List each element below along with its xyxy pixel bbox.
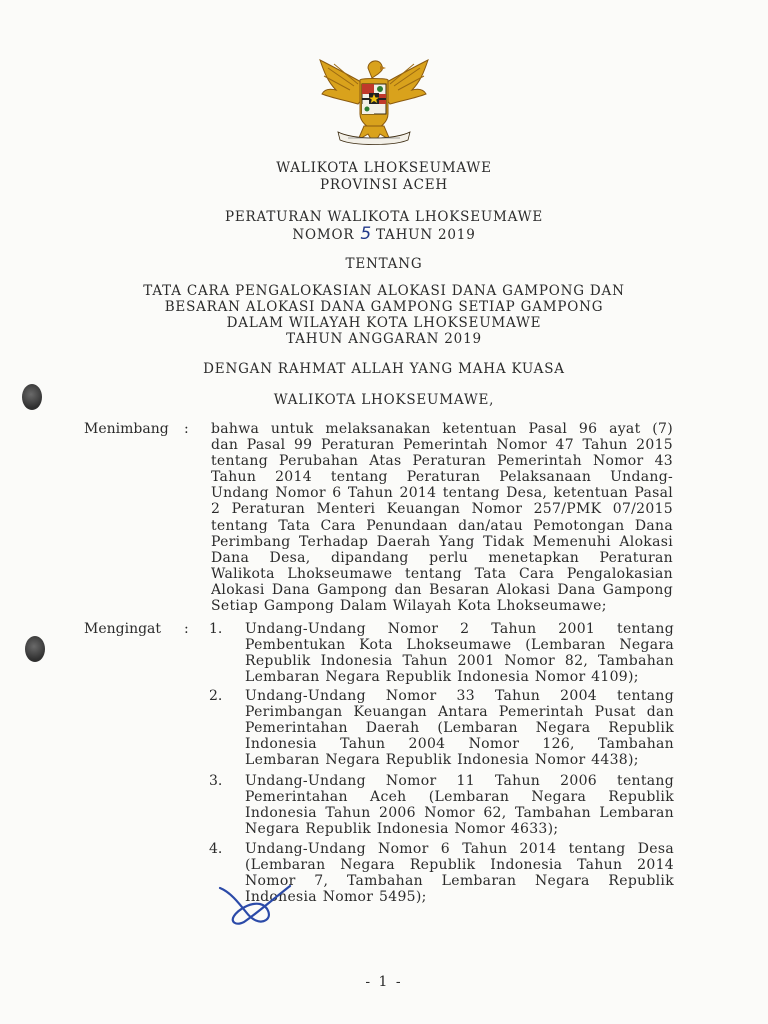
- paragraph-line: Setiap Gampong Dalam Wilayah Kota Lhokseumawe;: [211, 598, 607, 615]
- item-line: Indonesia Nomor 5495);: [245, 889, 427, 906]
- list-item: [245, 773, 674, 837]
- item-number: 3.: [209, 773, 223, 789]
- paragraph-line: tentang Perubahan Atas Peraturan Pemerintah Nomor 43: [211, 453, 673, 470]
- item-line: (Lembaran Negara Republik Indonesia Tahun 2014: [245, 857, 674, 874]
- list-item: [245, 621, 674, 685]
- item-line: Negara Republik Indonesia Nomor 4633);: [245, 821, 559, 838]
- item-line: Undang-Undang Nomor 6 Tahun 2014 tentang Desa: [245, 841, 674, 857]
- paragraph-line: Tahun 2014 tentang Peraturan Pelaksanaan Undang-: [211, 469, 673, 486]
- list-item: [245, 688, 674, 768]
- paragraph-line: bahwa untuk melaksanakan ketentuan Pasal 96 ayat (7): [211, 421, 673, 437]
- paragraph-line: Perimbang Terhadap Daerah Yang Tidak Memenuhi Alokasi: [211, 533, 673, 550]
- paragraph-line: tentang Tata Cara Penundaan dan/atau Pemotongan Dana: [211, 517, 673, 534]
- punch-hole: [25, 636, 45, 662]
- item-line: Pembentukan Kota Lhokseumawe (Lembaran Negara: [245, 637, 674, 654]
- paragraph-line: dan Pasal 99 Peraturan Pemerintah Nomor 47 Tahun 2015: [211, 437, 673, 454]
- item-line: Nomor 7, Tambahan Lembaran Negara Republik: [245, 873, 674, 890]
- regulation-title: PERATURAN WALIKOTA LHOKSEUMAWE: [225, 209, 543, 225]
- paragraph-line: Walikota Lhokseumawe tentang Tata Cara Pengalokasian: [211, 565, 673, 582]
- paragraph-line: Dana Desa, dipandang perlu menetapkan Peraturan: [211, 549, 673, 566]
- item-line: Lembaran Negara Republik Indonesia Nomor 4109);: [245, 669, 639, 686]
- subject-line: TAHUN ANGGARAN 2019: [286, 331, 482, 347]
- paragraph-line: Undang Nomor 6 Tahun 2014 tentang Desa, ketentuan Pasal: [211, 485, 673, 502]
- item-line: Pemerintahan Daerah (Lembaran Negara Republik: [245, 720, 674, 737]
- page-number: - 1 -: [365, 974, 403, 990]
- item-line: Perimbangan Keuangan Antara Pemerintah Pusat dan: [245, 704, 674, 721]
- blessing-line: DENGAN RAHMAT ALLAH YANG MAHA KUASA: [203, 361, 565, 377]
- nomor-prefix: NOMOR: [292, 227, 355, 243]
- tentang-heading: TENTANG: [345, 256, 423, 272]
- item-line: Pemerintahan Aceh (Lembaran Negara Republik: [245, 789, 674, 806]
- punch-hole: [22, 384, 42, 410]
- item-line: Republik Indonesia Tahun 2001 Nomor 82, Tambahan: [245, 653, 674, 670]
- nomor-suffix: TAHUN 2019: [375, 227, 476, 243]
- mengingat-label: Mengingat: [84, 621, 162, 637]
- mengingat-colon: :: [184, 621, 189, 637]
- subject-line: DALAM WILAYAH KOTA LHOKSEUMAWE: [226, 315, 542, 331]
- nomor-handwritten-value: 5: [360, 224, 372, 244]
- item-line: Indonesia Tahun 2004 Nomor 126, Tambahan: [245, 736, 674, 753]
- paragraph-line: 2 Peraturan Menteri Keuangan Nomor 257/PMK 07/2015: [211, 501, 673, 518]
- garuda-emblem-icon: [314, 48, 434, 148]
- paraf-initial-icon: [216, 882, 296, 926]
- province-title: PROVINSI ACEH: [320, 177, 448, 193]
- regulation-number: [0, 224, 768, 244]
- item-number: 4.: [209, 841, 223, 857]
- menimbang-label: Menimbang: [84, 421, 169, 437]
- menimbang-paragraph: [211, 421, 673, 614]
- subject-line: TATA CARA PENGALOKASIAN ALOKASI DANA GAMPONG DAN: [143, 283, 625, 299]
- item-line: Undang-Undang Nomor 33 Tahun 2004 tentang: [245, 688, 674, 704]
- item-line: Undang-Undang Nomor 11 Tahun 2006 tentang: [245, 773, 674, 789]
- item-line: Indonesia Tahun 2006 Nomor 62, Tambahan Lembaran: [245, 805, 674, 822]
- item-number: 1.: [209, 621, 223, 637]
- item-number: 2.: [209, 688, 223, 704]
- menimbang-colon: :: [184, 421, 189, 437]
- paragraph-line: Alokasi Dana Gampong dan Besaran Alokasi Dana Gampong: [211, 581, 673, 598]
- subject-line: BESARAN ALOKASI DANA GAMPONG SETIAP GAMPONG: [164, 299, 604, 315]
- list-item: [245, 841, 674, 905]
- item-line: Undang-Undang Nomor 2 Tahun 2001 tentang: [245, 621, 674, 637]
- item-line: Lembaran Negara Republik Indonesia Nomor 4438);: [245, 752, 639, 769]
- issuer-title: WALIKOTA LHOKSEUMAWE: [276, 160, 492, 176]
- authority-line: WALIKOTA LHOKSEUMAWE,: [273, 392, 495, 408]
